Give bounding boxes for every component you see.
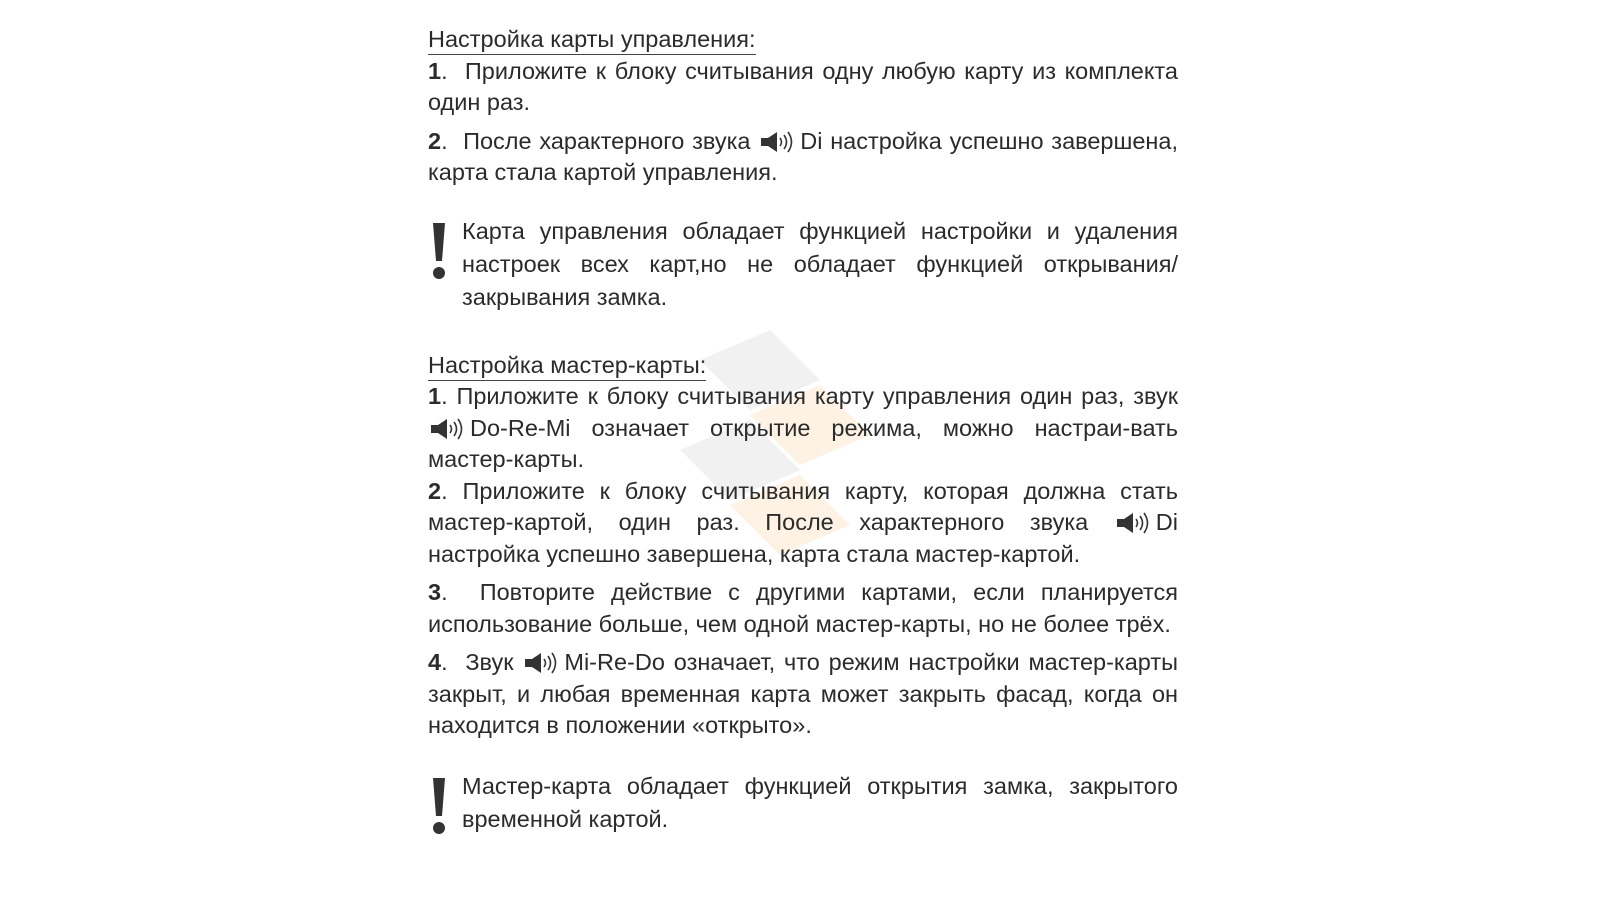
step-text: означает, что режим настройки мастер-карты закрыт, и любая временная карта может закрыть фасад, когда он находится в положении «открыто». <box>428 649 1179 738</box>
sound-label: Do-Re-Mi <box>470 414 571 441</box>
step-item: 4. Звук Mi-Re-Do означает, что режим настройки мастер-карты закрыт, и любая временная карта может закрыть фасад, когда он находится в положении «открыто». <box>428 649 1179 738</box>
warning-note <box>428 770 1178 836</box>
step-item: 2. Приложите к блоку считывания карту, которая должна стать мастер-картой, один раз. После характерного звука Di настройка успешно завершена, карта стала мастер-картой. <box>428 477 1178 567</box>
exclamation-icon <box>430 221 448 281</box>
warning-note <box>428 215 1178 314</box>
speaker-icon <box>760 131 798 153</box>
step-item: 2. После характерного звука Di настройка успешно завершена, карта стала картой управления. <box>428 127 1178 185</box>
instruction-document <box>428 24 1178 836</box>
step-number: 1 <box>428 57 442 84</box>
section-heading: Настройка мастер-карты: <box>428 351 706 381</box>
step-text: Приложите к блоку считывания карту управления один раз, звук <box>456 383 1178 409</box>
speaker-icon <box>524 652 562 674</box>
step-item: 1. Приложите к блоку считывания карту управления один раз, звук Do-Re-Mi означает открытие режима, можно настраи-вать мастер-карты. <box>428 383 1178 472</box>
speaker-icon <box>430 418 468 440</box>
step-text: Звук <box>465 649 514 675</box>
step-number: 4 <box>428 649 442 675</box>
note-text: Карта управления обладает функцией настройки и удаления настроек всех карт,но не обладает функцией открывания/закрывания замка. <box>462 217 1178 310</box>
step-number: 3 <box>428 579 442 605</box>
step-text: Приложите к блоку считывания карту, которая должна стать мастер-картой, один раз. После характерного звука <box>428 477 1178 535</box>
step-text: означает открытие режима, можно настраи-вать мастер-карты. <box>428 414 1178 472</box>
section-heading: Настройка карты управления: <box>428 25 756 55</box>
step-number: 2 <box>428 127 442 154</box>
sound-label: Di <box>800 127 823 154</box>
speaker-icon <box>1116 512 1154 534</box>
section-master-card <box>428 350 1178 836</box>
step-number: 2 <box>428 477 442 504</box>
step-text: Приложите к блоку считывания одну любую карту из комплекта один раз. <box>428 57 1178 115</box>
step-item: 3. Повторите действие с другими картами, если планируется использование больше, чем одной мастер-карты, но не более трёх. <box>428 579 1179 637</box>
section-control-card <box>428 24 1178 314</box>
step-text: настройка успешно завершена, карта стала мастер-картой. <box>428 540 1081 567</box>
note-text: Мастер-карта обладает функцией открытия замка, закрытого временной картой. <box>462 772 1178 832</box>
exclamation-icon <box>430 776 448 836</box>
step-item: 1. Приложите к блоку считывания одну любую карту из комплекта один раз. <box>428 57 1178 115</box>
step-text: Повторите действие с другими картами, если планируется использование больше, чем одной мастер-карты, но не более трёх. <box>428 579 1179 637</box>
step-number: 1 <box>428 383 442 409</box>
step-text: настройка успешно завершена, карта стала картой управления. <box>428 127 1178 185</box>
step-text: После характерного звука <box>463 127 751 154</box>
sound-label: Mi-Re-Do <box>564 649 665 675</box>
sound-label: Di <box>1155 509 1178 535</box>
